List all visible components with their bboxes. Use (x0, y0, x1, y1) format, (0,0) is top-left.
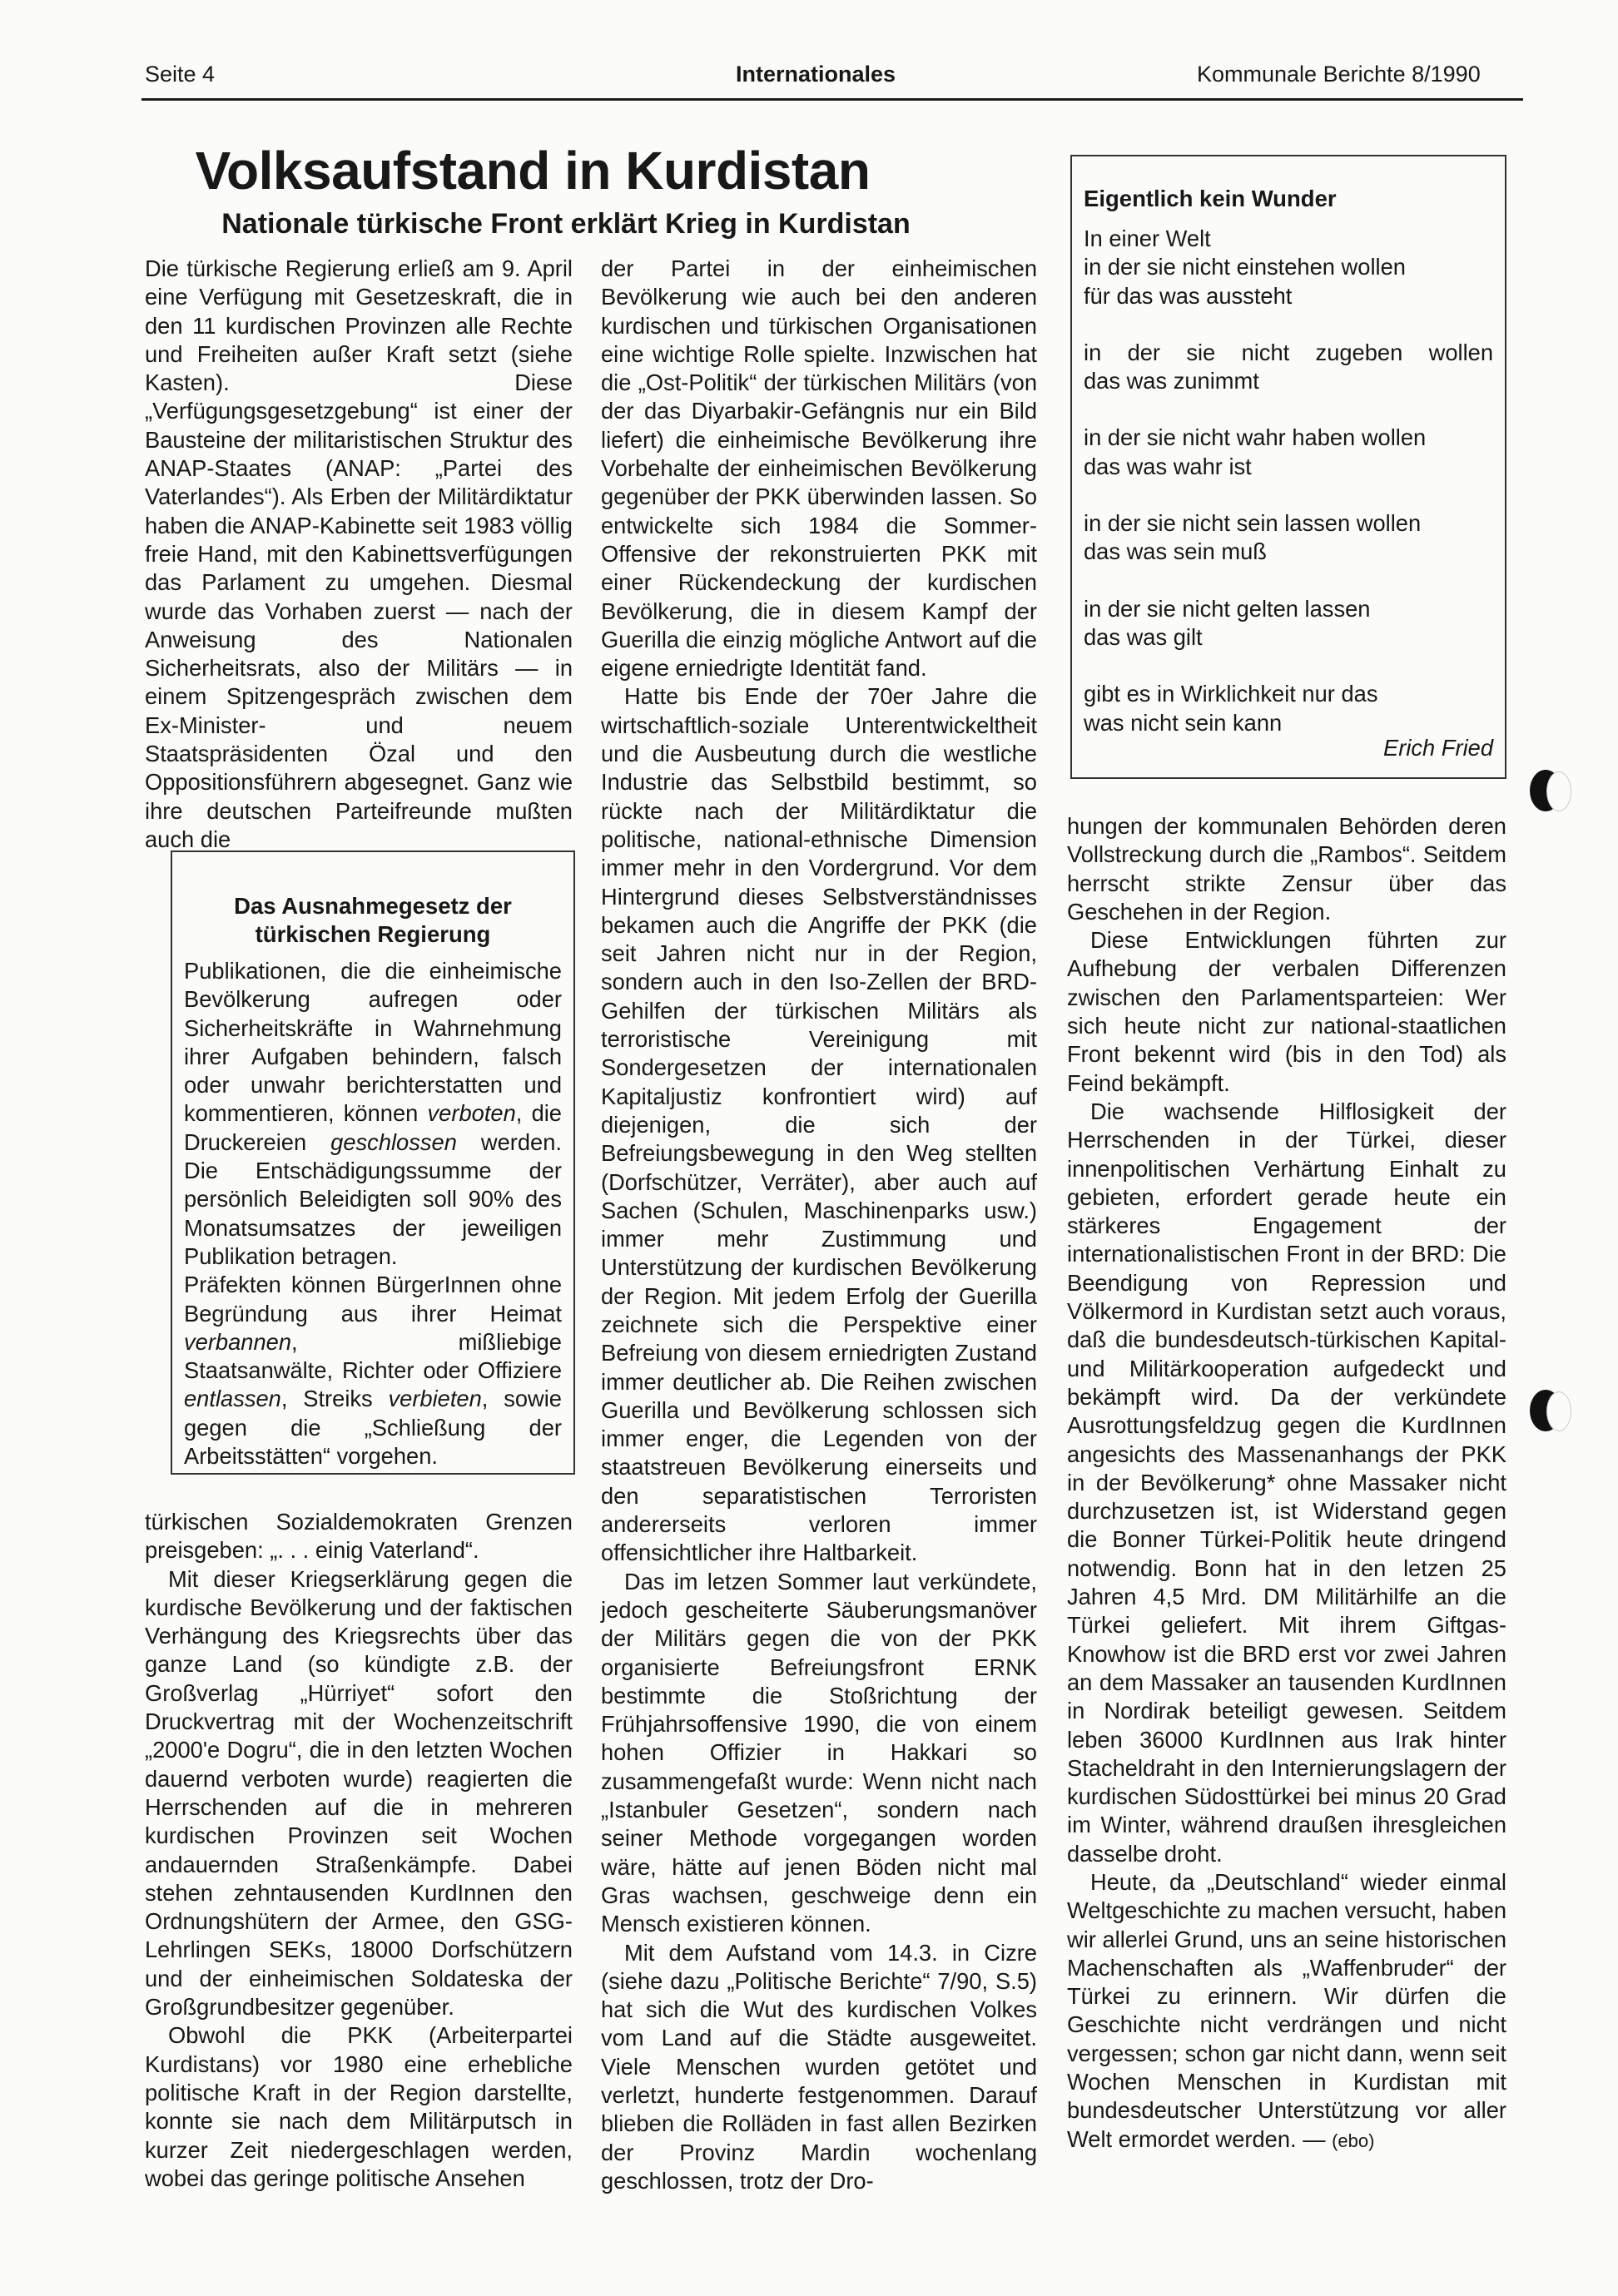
law-box-paragraph-2: Präfekten können BürgerInnen ohne Begründung aus ihrer Heimat verbannen, mißliebige Staatsanwälte, Richter oder Offiziere entlassen, Streiks verbieten, sowie gegen die „Schließung der Arbeitsstätten“ vorgehen. (184, 1272, 562, 1470)
column-1-bottom (145, 1508, 573, 2193)
section-title: Internationales (736, 62, 896, 87)
law-box-paragraph-1: Publikationen, die die einheimische Bevölkerung aufregen oder Sicherheitskräfte in Wahrnehmung ihrer Aufgaben behindern, falsch oder unwahr berichterstatten und kommentieren, können verboten, die Druckereien geschlossen werden. Die Entschädigungssumme der persönlich Beleidigten soll 90% des Monatsumsatzes der jeweiligen Publikation betragen. (184, 958, 563, 1269)
law-box (171, 850, 575, 1475)
article-title: Volksaufstand in Kurdistan (195, 141, 871, 201)
poem-box (1070, 155, 1506, 779)
poem-line: in der sie nicht einstehen wollen (1084, 254, 1406, 280)
paragraph: hungen der kommunalen Behörden deren Vollstreckung durch die „Rambos“. Seitdem herrscht strikte Zensur über das Geschehen in der Region. (1067, 813, 1506, 925)
poem-line: In einer Welt (1084, 226, 1211, 251)
author-signature: (ebo) (1332, 2130, 1375, 2151)
paragraph: Heute, da „Deutschland“ wieder einmal Weltgeschichte zu machen versucht, haben wir allerlei Grund, uns an seine historischen Machenschaften als „Waffenbruder“ der Türkei zu erinnern. Wir dürfen die Geschichte nicht verdrängen und nicht vergessen; schon gar nicht dann, wenn seit Wochen Menschen in Kurdistan mit bundesdeutscher Unterstützung vor aller Welt ermordet werden. — (ebo) (1067, 1868, 1506, 2152)
paragraph: Die türkische Regierung erließ am 9. April eine Verfügung mit Gesetzeskraft, die in den 11 kurdischen Provinzen alle Rechte und Freiheiten außer Kraft setzt (siehe Kasten). Diese „Verfügungsgesetzgebung“ ist einer der Bausteine der militaristischen Struktur des ANAP-Staates (ANAP: „Partei des Vaterlandes“). Als Erben der Militärdiktatur haben die ANAP-Kabinette seit 1983 völlig freie Hand, mit den Kabinettsverfügungen das Parlament zu umgehen. Diesmal wurde das Vorhaben zuerst — nach der Anweisung des Nationalen Sicherheitsrats, also der Militärs — in einem Spitzengespräch zwischen dem Ex-Minister- und neuem Staatspräsidenten Özal und den Oppositionsführern abgesegnet. Ganz wie ihre deutschen Parteifreunde mußten auch die (145, 255, 573, 852)
poem-line: in der sie nicht sein lassen wollen (1084, 510, 1422, 537)
poem-line: was nicht sein kann (1084, 709, 1283, 736)
punch-hole-icon (1530, 770, 1561, 811)
paragraph: der Partei in der einheimischen Bevölkerung wie auch bei den anderen kurdischen und türkischen Organisationen eine wichtige Rolle spielte. Inzwischen hat die „Ost-Politik“ der türkischen Militärs (von der das Diyarbakir-Gefängnis nur ein Bild liefert) die einheimische Bevölkerung ihre Vorbehalte der einheimischen Bevölkerung gegenüber der PKK überwinden lassen. So entwickelte sich 1984 die Sommer-Offensive der rekonstruierten PKK mit einer Rückendeckung der kurdischen Bevölkerung, die in diesem Kampf der Guerilla die einzig mögliche Antwort auf die eigene erniedrigte Identität fand. (601, 255, 1037, 682)
poem-line: in der sie nicht gelten lassen (1084, 595, 1371, 622)
poem-line: das was zunimmt (1084, 368, 1259, 394)
column-2 (601, 255, 1037, 2195)
page-number: Seite 4 (145, 62, 216, 87)
poem-stanza (1084, 339, 1493, 396)
column-3 (1067, 812, 1506, 2155)
paragraph: Mit dieser Kriegserklärung gegen die kurdische Bevölkerung und der faktischen Verhängung des Kriegsrechts über das ganze Land (so kündigte z.B. der Großverlag „Hürriyet“ sofort den Druckvertrag mit der Wochenzeitschrift „2000'e Dogru“, die in den letzten Wochen dauernd verboten wurde) reagierten die Herrschenden auf die in mehreren kurdischen Provinzen seit Wochen andauernden Straßenkämpfe. Dabei stehen zehntausenden KurdInnen den Ordnungshütern der Armee, den GSG-Lehrlingen SEKs, 18000 Dorfschützern und der einheimischen Soldateska der Großgrundbesitzer gegenüber. (145, 1565, 573, 2021)
paragraph: Die wachsende Hilflosigkeit der Herrschenden in der Türkei, dieser innenpolitischen Verhärtung Einhalt zu gebieten, erfordert gerade heute ein stärkeres Engagement der internationalistischen Front in der BRD: Die Beendigung von Repression und Völkermord in Kurdistan setzt auch voraus, daß die bundesdeutsch-türkischen Kapital- und Militärkooperation aufgedeckt und bekämpft wird. Da der verkündete Ausrottungsfeldzug gegen die KurdInnen angesichts des Massenanhangs der PKK in der Bevölkerung* ohne Massaker nicht durchzusetzen ist, ist Widerstand gegen die Bonner Türkei-Politik heute dringend notwendig. Bonn hat in den letzen 25 Jahren 4,5 Mrd. DM Militärhilfe an die Türkei geliefert. Mit ihrem Giftgas-Knowhow ist die BRD erst vor zwei Jahren an dem Massaker an tausenden KurdInnen in Nordirak beteiligt gewesen. Seitdem leben 36000 KurdInnen aus Irak hinter Stacheldraht in den Internierungslagern der kurdischen Südosttürkei bei minus 20 Grad im Winter, während draußen ihresgleichen dasselbe droht. (1067, 1098, 1506, 1867)
paragraph: Das im letzen Sommer laut verkündete, jedoch gescheiterte Säuberungsmanöver der Militärs gegen die von der PKK organisierte Befreiungsfront ERNK bestimmte die Stoßrichtung der Frühjahrsoffensive 1990, die von einem hohen Offizier in Hakkari so zusammengefaßt wurde: Wenn nicht nach „Istanbuler Gesetzen“, sondern nach seiner Methode vorgegangen worden wäre, hätte auf jenen Böden nicht mal Gras wachsen, geschweige denn ein Mensch existieren können. (601, 1568, 1037, 1937)
poem-line: in der sie nicht zugeben wollen (1084, 339, 1493, 365)
poem-stanza (1084, 225, 1493, 310)
article-subtitle: Nationale türkische Front erklärt Krieg in Kurdistan (221, 208, 911, 240)
poem-line: gibt es in Wirklichkeit nur das (1084, 681, 1378, 707)
poem-line: für das was aussteht (1084, 282, 1293, 309)
law-box-title: Das Ausnahmegesetz der türkischen Regierung (234, 893, 512, 947)
column-1-top (145, 255, 573, 854)
paragraph: Diese Entwicklungen führten zur Aufhebung der verbalen Differenzen zwischen den Parlamentsparteien: Wer sich heute nicht zur national-staatlichen Front bekennt wird (bis in den Tod) als Feind bekämpft. (1067, 927, 1506, 1096)
paragraph: türkischen Sozialdemokraten Grenzen preisgeben: „. . . einig Vaterland“. (145, 1509, 573, 1564)
poem-line: das was gilt (1084, 623, 1203, 650)
poem-stanza (1084, 680, 1493, 737)
poem-line: das was sein muß (1084, 538, 1267, 565)
poem-line: in der sie nicht wahr haben wollen (1084, 424, 1427, 451)
poem-stanza (1084, 509, 1493, 567)
poem-line: das was wahr ist (1084, 453, 1252, 479)
header-rule (141, 98, 1523, 101)
paragraph: Hatte bis Ende der 70er Jahre die wirtschaftlich-soziale Unterentwickeltheit und die Ausbeutung durch die westliche Industrie das Selbstbild bestimmt, so rückte nach der Militärdiktatur die politische, national-ethnische Dimension immer mehr in den Vordergrund. Vor dem Hintergrund dieses Selbstverständnisses bekamen auch die Angriffe der PKK (die seit Jahren nicht nur in der Region, sondern auch in den Iso-Zellen der BRD-Gehilfen der türkischen Militärs als terroristische Vereinigung mit Sondergesetzen der internationalen Kapitaljustiz konfrontiert wird) auf diejenigen, die sich der Befreiungsbewegung in den Weg stellten (Dorfschützer, Verräter), aber auch auf Sachen (Schulen, Maschinenparks usw.) immer mehr Zustimmung und Unterstützung der kurdischen Bevölkerung der Region. Mit jedem Erfolg der Guerilla zeichnete sich die Perspektive einer Befreiung von diesem erniedrigten Zustand immer deutlicher ab. Die Reihen zwischen Guerilla und Bevölkerung schlossen sich immer enger, die Legenden von der staatstreuen Bevölkerung einerseits und den separatistischen Terroristen andererseits verloren immer offensichtlicher ihre Haltbarkeit. (601, 683, 1037, 1566)
paragraph: Obwohl die PKK (Arbeiterpartei Kurdistans) vor 1980 eine erhebliche politische Kraft in der Region darstellte, konnte sie nach dem Militärputsch in kurzer Zeit niedergeschlagen werden, wobei das geringe politische Ansehen (145, 2022, 573, 2191)
poem-title: Eigentlich kein Wunder (1084, 186, 1337, 211)
punch-hole-icon (1530, 1390, 1561, 1431)
poem-author: Erich Fried (1383, 734, 1493, 761)
poem-stanza (1084, 424, 1493, 481)
poem-stanza (1084, 595, 1493, 652)
publication-issue: Kommunale Berichte 8/1990 (1197, 62, 1481, 87)
paragraph: Mit dem Aufstand vom 14.3. in Cizre (siehe dazu „Politische Berichte“ 7/90, S.5) hat sich die Wut des kurdischen Volkes vom Land auf die Städte ausgeweitet. Viele Menschen wurden getötet und verletzt, hunderte festgenommen. Darauf blieben die Rolläden in fast allen Bezirken der Provinz Mardin wochenlang geschlossen, trotz der Dro- (601, 1939, 1037, 2194)
